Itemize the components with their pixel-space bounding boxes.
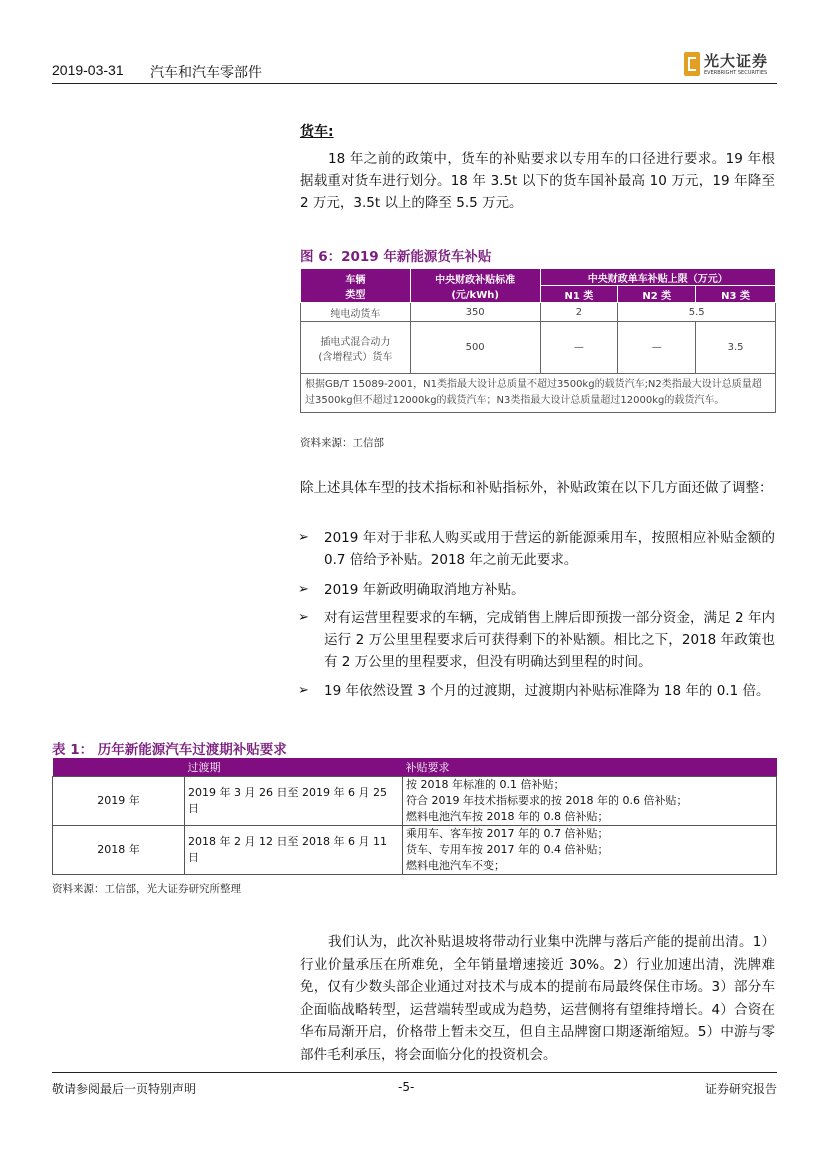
logo-name: 光大证券 (704, 52, 769, 70)
brand-logo (684, 50, 779, 80)
header-n1: N1 类 (540, 286, 618, 303)
table-cell: — (540, 322, 618, 374)
table-title: 表 1： 历年新能源汽车过渡期补贴要求 (52, 742, 287, 758)
figure-title: 图 6：2019 年新能源货车补贴 (300, 249, 492, 265)
figure-source: 资料来源：工信部 (300, 437, 384, 449)
footer-report-type: 证券研究报告 (705, 1082, 778, 1096)
col-header: 补贴要求 (403, 758, 777, 777)
list-item: ➢ 对有运营里程要求的车辆，完成销售上牌后即预拨一部分资金，满足 2 年内运行 2 万公里里程要求后可获得剩下的补贴额。相比之下，2018 年政策也有 2 万公里的里程要求，但没有明确达到里程的时间。 (300, 607, 775, 673)
header-n3: N3 类 (696, 286, 776, 303)
table-cell: 纯电动货车 (301, 303, 411, 322)
table-cell: 5.5 (618, 303, 776, 322)
table-cell: 按 2018 年标准的 0.1 倍补贴； 符合 2019 年技术指标要求的按 2018 年的 0.6 倍补贴； 燃料电池汽车按 2018 年的 0.8 倍补贴； (403, 777, 777, 826)
paragraph-truck: 18 年之前的政策中，货车的补贴要求以专用车的口径进行要求。19 年根据载重对货车进行划分。18 年 3.5t 以下的货车国补最高 10 万元，19 年降至 2 万元，3.5t 以上的降至 5.5 万元。 (300, 151, 775, 211)
report-category: 汽车和汽车零部件 (150, 65, 262, 81)
col-header (53, 758, 185, 777)
table-cell: 插电式混合动力 (含增程式）货车 (301, 322, 411, 374)
table-row (53, 777, 777, 826)
bullet-marker-icon: ➢ (298, 610, 309, 625)
table-cell: 350 (410, 303, 540, 322)
col-header: 过渡期 (185, 758, 403, 777)
table-cell: 2018 年 2 月 12 日至 2018 年 6 月 11 日 (185, 826, 403, 875)
bullet-marker-icon: ➢ (298, 683, 309, 698)
table-cell: 3.5 (696, 322, 776, 374)
footer-divider (52, 1072, 777, 1073)
table-cell: 乘用车、客车按 2017 年的 0.7 倍补贴； 货车、专用车按 2017 年的 0.4 倍补贴； 燃料电池汽车不变； (403, 826, 777, 875)
table-note: 根据GB/T 15089-2001，N1类指最大设计总质量不超过3500kg的载货汽车;N2类指最大设计总质量超过3500kg但不超过12000kg的载货汽车；N3类指最大设计总质量超过12000kg的载货汽车。 (301, 374, 776, 413)
header-cap: 中央财政单车补贴上限（万元） (540, 269, 775, 286)
header-standard: 中央财政补贴标准 (元/kWh) (410, 269, 540, 303)
table-cell: 2 (540, 303, 618, 322)
header-divider (52, 83, 777, 84)
header-vehicle-type: 车辆 类型 (301, 269, 411, 303)
subsidy-figure-table (300, 268, 776, 413)
list-item: ➢ 2019 年新政明确取消地方补贴。 (300, 579, 775, 601)
list-item: ➢ 2019 年对于非私人购买或用于营运的新能源乘用车，按照相应补贴金额的 0.7 倍给予补贴。2018 年之前无此要求。 (300, 527, 775, 571)
paragraph-conclusion: 我们认为，此次补贴退坡将带动行业集中洗牌与落后产能的提前出清。1）行业价量承压在所难免，全年销量增速接近 30%。2）行业加速出清，洗牌难免，仅有少数头部企业通过对技术与成本的提前布局最终保住市场。3）部分车企面临战略转型，运营端转型或成为趋势，运营侧将有望维持增长。4）合资在华布局渐开启，价格带上暂未交互，但自主品牌窗口期逐渐缩短。5）中游与零部件毛利承压，将会面临分化的投资机会。 (300, 934, 775, 1063)
table-cell: 2019 年 3 月 26 日至 2019 年 6 月 25 日 (185, 777, 403, 826)
bullet-marker-icon: ➢ (298, 530, 309, 545)
section-heading: 货车: (300, 124, 334, 140)
list-item: ➢ 19 年依然设置 3 个月的过渡期，过渡期内补贴标准降为 18 年的 0.1 倍。 (300, 680, 775, 702)
report-date: 2019-03-31 (52, 62, 124, 78)
table-source: 资料来源：工信部，光大证券研究所整理 (52, 883, 241, 895)
footer-disclaimer: 敬请参阅最后一页特别声明 (52, 1082, 197, 1096)
paragraph-adjustments: 除上述具体车型的技术指标和补贴指标外，补贴政策在以下几方面还做了调整： (300, 480, 773, 496)
table-cell: 2018 年 (53, 826, 185, 875)
table-cell: 500 (410, 322, 540, 374)
table-cell: — (618, 322, 696, 374)
logo-english: EVERBRIGHT SECURITIES (704, 70, 768, 76)
table-cell: 2019 年 (53, 777, 185, 826)
transition-table (52, 758, 777, 875)
table-row (53, 826, 777, 875)
bullet-marker-icon: ➢ (298, 582, 309, 597)
page-number: -5- (398, 1080, 415, 1094)
header-n2: N2 类 (618, 286, 696, 303)
logo-mark-icon (684, 52, 700, 76)
